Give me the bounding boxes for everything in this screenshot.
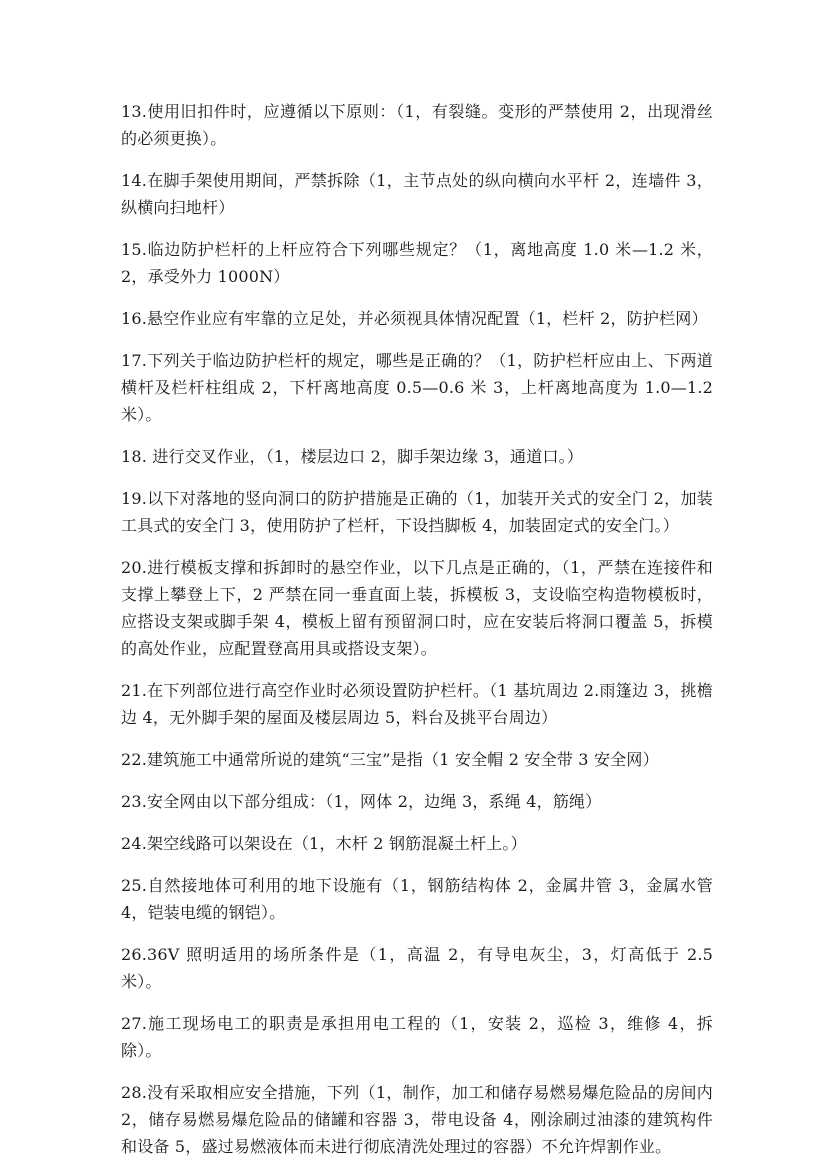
question-24: 24.架空线路可以架设在（1，木杆 2 钢筋混凝土杆上。） xyxy=(121,834,527,853)
question-17: 17.下列关于临边防护栏杆的规定，哪些是正确的？（1，防护栏杆应由上、下两道横杆及栏杆柱组成 2，下杆离地高度 0.5—0.6 米 3，上杆离地高度为 1.0—1.2 米）。 xyxy=(121,351,713,424)
question-22: 22.建筑施工中通常所说的建筑“三宝”是指（1 安全帽 2 安全带 3 安全网） xyxy=(121,750,659,769)
question-21: 21.在下列部位进行高空作业时必须设置防护栏杆。（1 基坑周边 2.雨篷边 3，挑檐边 4，无外脚手架的屋面及楼层周边 5，料台及挑平台周边） xyxy=(121,681,713,727)
question-20: 20.进行模板支撑和拆卸时的悬空作业，以下几点是正确的，（1，严禁在连接件和支撑上攀登上下，2 严禁在同一垂直面上装，拆模板 3，支设临空构造物模板时，应搭设支架或脚手架 4，模板上留有预留洞口时，应在安装后将洞口覆盖 5，拆模的高处作业，应配置登高用具或搭设支架）。 xyxy=(121,558,713,658)
question-27: 27.施工现场电工的职责是承担用电工程的（1，安装 2，巡检 3，维修 4，拆除）。 xyxy=(121,1014,713,1060)
question-26: 26.36V 照明适用的场所条件是（1，高温 2，有导电灰尘，3，灯高低于 2.5 米）。 xyxy=(121,945,713,991)
question-16: 16.悬空作业应有牢靠的立足处，并必须视具体情况配置（1，栏杆 2，防护栏网） xyxy=(121,309,708,328)
question-14: 14.在脚手架使用期间，严禁拆除（1，主节点处的纵向横向水平杆 2，连墙件 3，纵横向扫地杆） xyxy=(121,171,713,217)
question-23: 23.安全网由以下部分组成：（1，网体 2，边绳 3，系绳 4，筋绳） xyxy=(121,792,602,811)
question-19: 19.以下对落地的竖向洞口的防护措施是正确的（1，加装开关式的安全门 2，加装工具式的安全门 3，使用防护了栏杆，下设挡脚板 4，加装固定式的安全门。） xyxy=(121,489,713,535)
question-18: 18. 进行交叉作业，（1，楼层边口 2，脚手架边缘 3，通道口。） xyxy=(121,447,584,466)
question-28: 28.没有采取相应安全措施，下列（1，制作，加工和储存易燃易爆危险品的房间内 2，储存易燃易爆危险品的储罐和容器 3，带电设备 4，刚涂刷过油漆的建筑构件和设备 5，盛过易燃液体而未进行彻底清洗处理过的容器）不允许焊割作业。 xyxy=(121,1083,713,1156)
question-13: 13.使用旧扣件时，应遵循以下原则：（1，有裂缝。变形的严禁使用 2，出现滑丝的必须更换）。 xyxy=(121,102,713,148)
question-25: 25.自然接地体可利用的地下设施有（1，钢筋结构体 2，金属井管 3，金属水管 4，铠装电缆的钢铠）。 xyxy=(121,876,713,922)
document-body xyxy=(121,98,713,1174)
question-15: 15.临边防护栏杆的上杆应符合下列哪些规定？（1，离地高度 1.0 米—1.2 米，2，承受外力 1000N） xyxy=(121,240,713,286)
